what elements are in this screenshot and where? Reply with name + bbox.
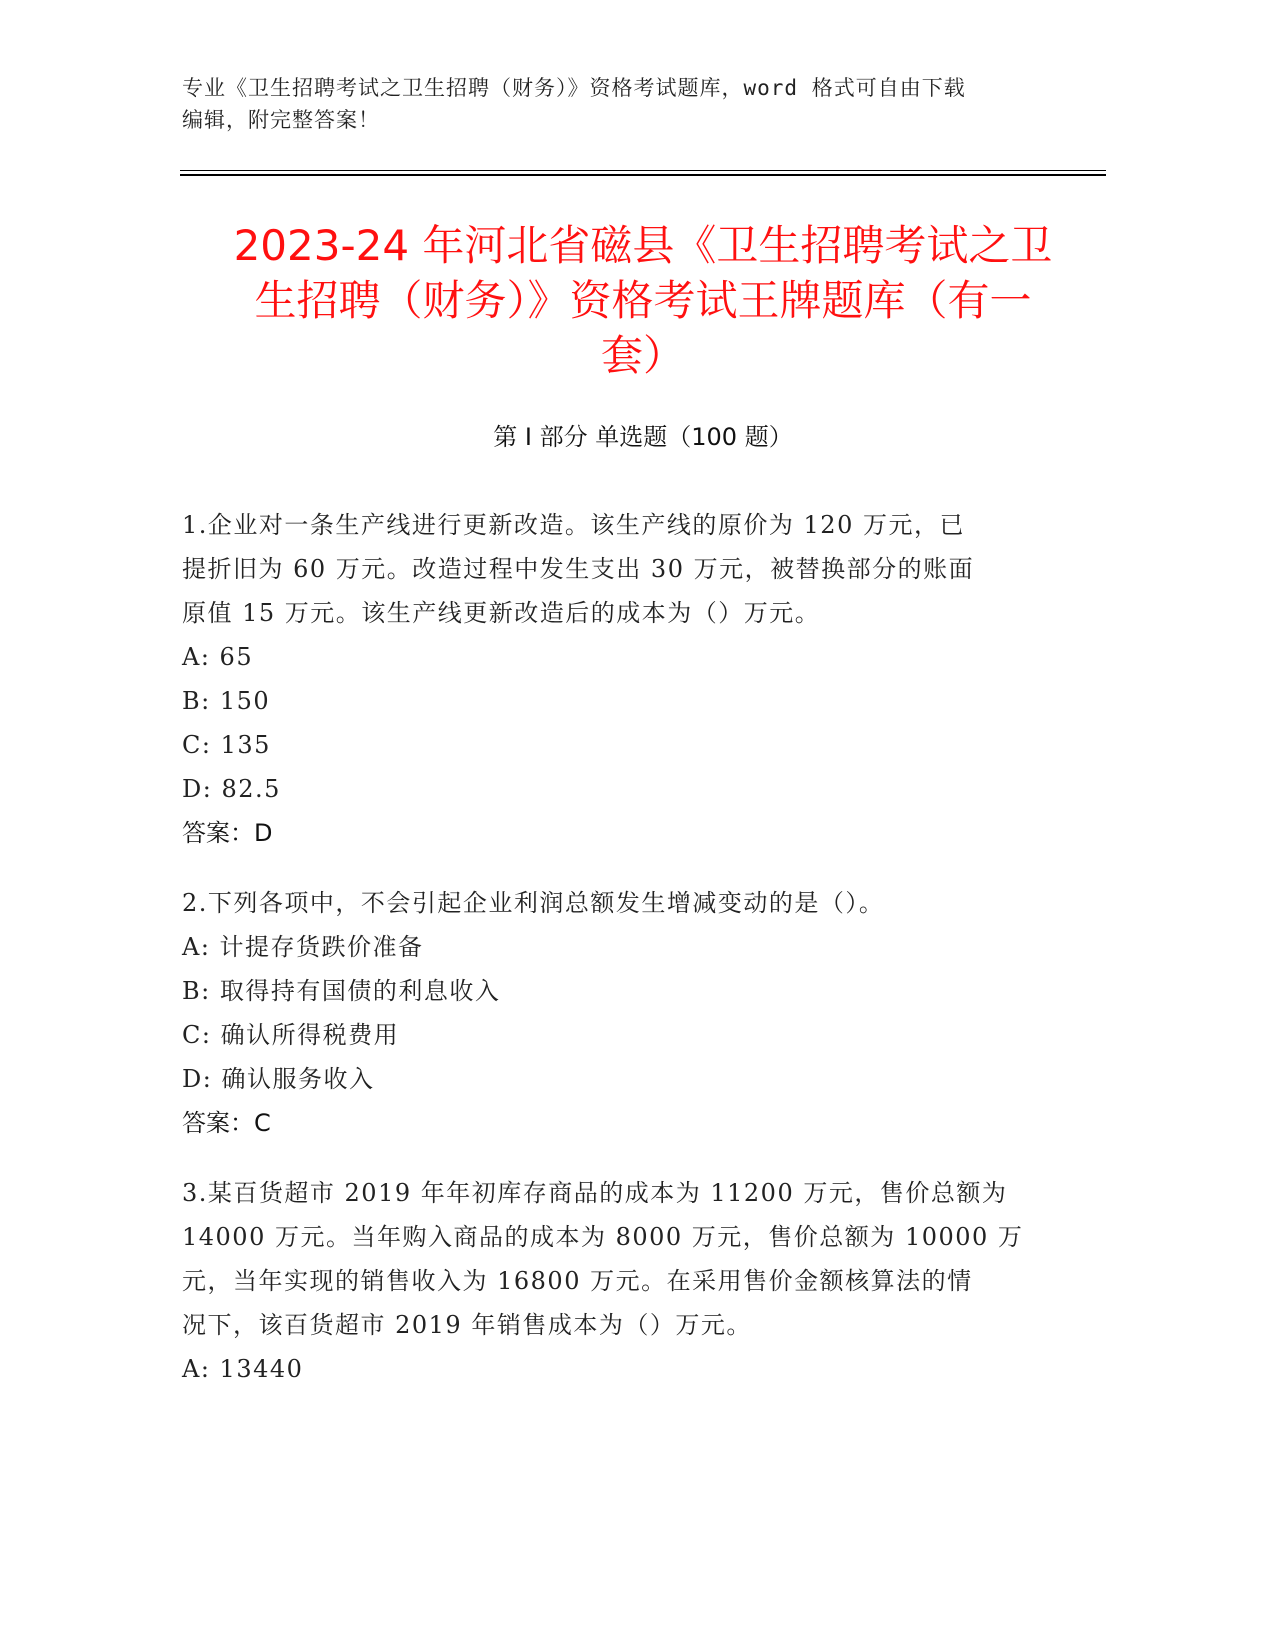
header-line-2: 编辑，附完整答案！ (182, 108, 380, 132)
question-stem-line: 2.下列各项中，不会引起企业利润总额发生增减变动的是（）。 (182, 889, 885, 917)
option-a: A: 65 (182, 643, 254, 671)
question-stem-line: 元，当年实现的销售收入为 16800 万元。在采用售价金额核算法的情 (182, 1267, 973, 1295)
option-c: C: 135 (182, 731, 271, 759)
question-list (182, 503, 1062, 1417)
title-line-1: 2023-24 年河北省磁县《卫生招聘考试之卫 (233, 221, 1053, 270)
option-a: A: 计提存货跌价准备 (182, 933, 424, 961)
answer-line: 答案：D (182, 819, 273, 847)
question-stem-line: 提折旧为 60 万元。改造过程中发生支出 30 万元，被替换部分的账面 (182, 555, 975, 583)
question-item (182, 881, 1062, 1145)
option-b: B: 150 (182, 687, 271, 715)
option-c: C: 确认所得税费用 (182, 1021, 400, 1049)
option-a: A: 13440 (182, 1355, 304, 1383)
section-heading: 第 I 部分 单选题（100 题） (493, 423, 793, 451)
header-divider-thick (180, 174, 1106, 176)
document-header (182, 72, 1062, 136)
answer-line: 答案：C (182, 1109, 271, 1137)
title-line-2: 生招聘（财务）》资格考试王牌题库（有一 (254, 276, 1032, 325)
question-item (182, 1171, 1062, 1391)
question-stem-line: 1.企业对一条生产线进行更新改造。该生产线的原价为 120 万元，已 (182, 511, 965, 539)
question-stem-line: 14000 万元。当年购入商品的成本为 8000 万元，售价总额为 10000 万 (182, 1223, 1024, 1251)
question-item (182, 503, 1062, 855)
question-stem-line: 况下，该百货超市 2019 年销售成本为（）万元。 (182, 1311, 752, 1339)
header-line-1: 专业《卫生招聘考试之卫生招聘（财务）》资格考试题库，word 格式可自由下载 (182, 76, 966, 100)
option-d: D: 82.5 (182, 775, 281, 803)
question-stem-line: 3.某百货超市 2019 年年初库存商品的成本为 11200 万元，售价总额为 (182, 1179, 1008, 1207)
question-stem-line: 原值 15 万元。该生产线更新改造后的成本为（）万元。 (182, 599, 821, 627)
option-d: D: 确认服务收入 (182, 1065, 375, 1093)
document-title (180, 218, 1106, 383)
title-line-3: 套） (600, 331, 685, 380)
option-b: B: 取得持有国债的利息收入 (182, 977, 501, 1005)
header-divider-thin (180, 170, 1106, 171)
